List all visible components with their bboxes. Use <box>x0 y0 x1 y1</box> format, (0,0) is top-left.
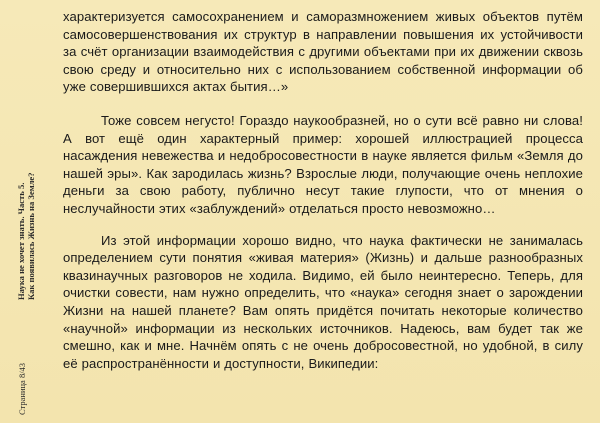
paragraph-1: характеризуется самосохранением и саморазмножением живых объектов путём самосовершенствования их структур в направлении повышения их устойчивости за счёт организации взаимодействия с другими объектами при их движении сквозь свою среду и относительно них с использованием собственной информации об уже совершившихся актах бытия…» <box>63 9 583 95</box>
paragraph-3: Из этой информации хорошо видно, что наука фактически не занималась определением сути понятия «живая материя» (Жизнь) и дальше разнообразных квазинаучных разговоров не ходила. Видимо, ей было неинтересно. Теперь, для очистки совести, нам нужно определить, что «наука» сегодня знает о зарождении Жизни на нашей планете? Вам опять придётся почитать некоторые количество «научной» информации из нескольких источников. Надеюсь, вам будет так же смешно, как и мне. Начнём опять с не очень добросовестной, но удобной, в силу её распространённости и доступности, Википедии: <box>63 232 583 371</box>
vertical-title-line-1: Наука не хочет знать. Часть 5. <box>16 182 26 300</box>
vertical-title <box>16 172 36 300</box>
vertical-title-line-2: Как появилась Жизнь на Земле? <box>26 172 36 300</box>
page-number: Страница 8/43 <box>17 362 27 415</box>
paragraph-2: Тоже совсем негусто! Гораздо наукообразней, но о сути всё равно ни слова! А вот ещё один характерный пример: хорошей иллюстрацией процесса насаждения невежества и недобросовестности в науке является фильм «Земля до нашей эры». Как зародилась жизнь? Взрослые люди, получающие очень неплохие деньги за свою работу, публично несут такие глупости, что от мнения о неслучайности этих «заблуждений» отделаться просто невозможно… <box>63 112 583 216</box>
side-header <box>0 0 56 423</box>
body-text <box>63 8 583 372</box>
